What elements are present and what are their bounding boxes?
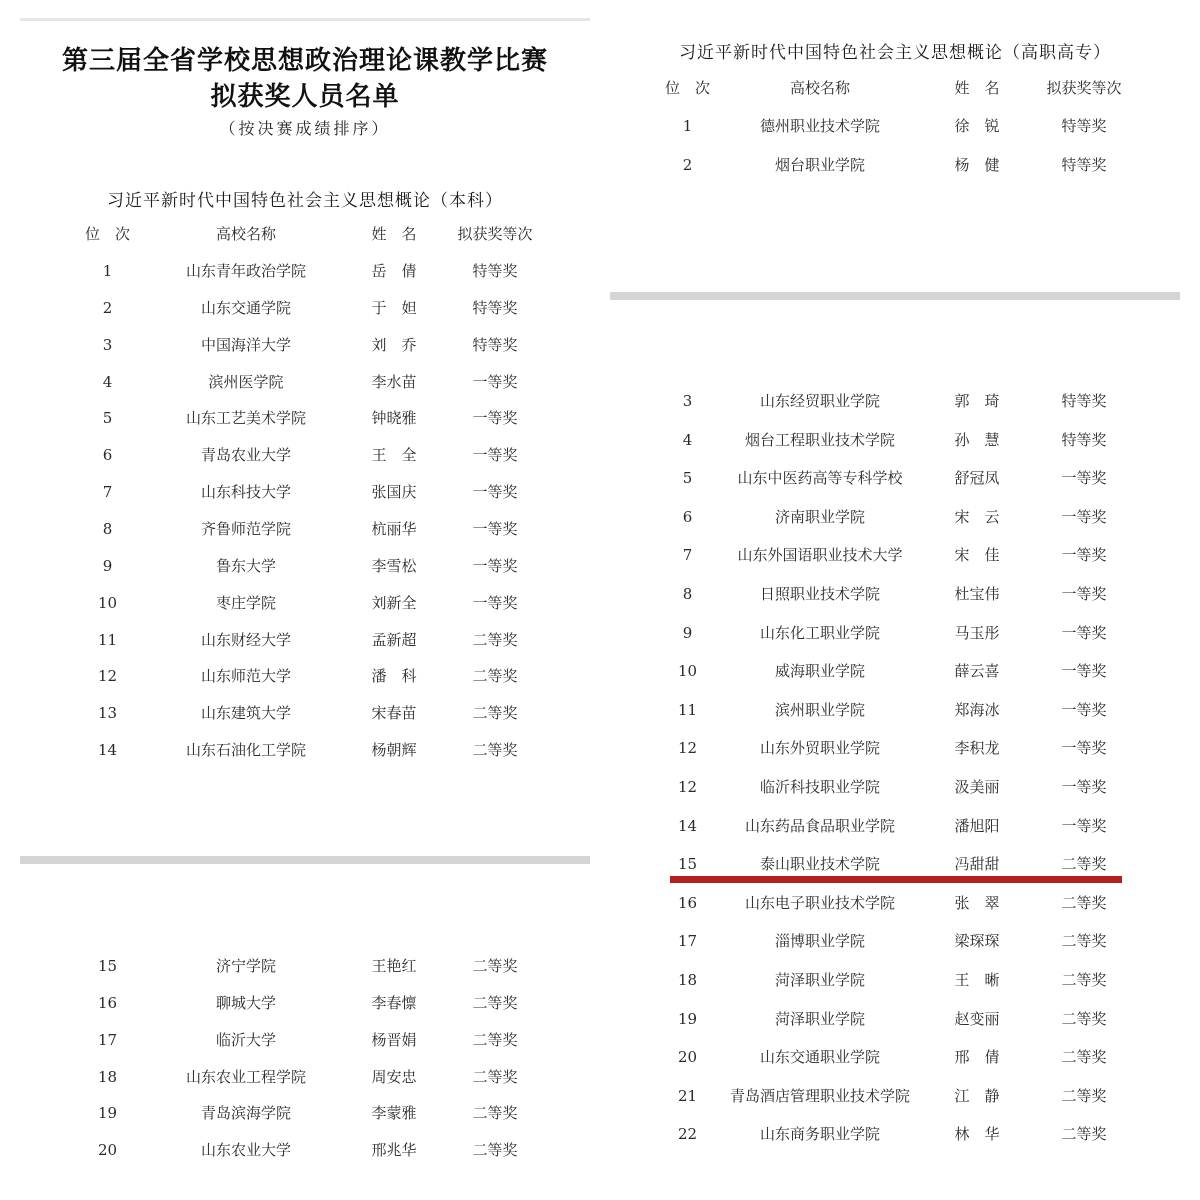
rank-cell: 15 [97,957,118,975]
award-cell: 二等奖 [1061,1009,1107,1028]
award-cell: 特等奖 [1061,392,1107,410]
table-row [610,968,1180,992]
name-cell: 薛云喜 [954,662,1000,681]
rank-cell: 16 [677,893,698,912]
table-row [20,1138,590,1162]
table-row [20,991,590,1015]
table-row [20,1101,590,1125]
award-cell: 一等奖 [472,519,518,538]
table-row [20,701,590,725]
award-cell: 一等奖 [1061,469,1107,488]
school-cell: 青岛滨海学院 [200,1104,291,1123]
award-cell: 特等奖 [1061,430,1107,449]
award-cell: 一等奖 [472,372,518,391]
name-cell: 刘 乔 [371,335,417,354]
table-row [610,582,1180,606]
name-cell: 赵变丽 [954,1009,1000,1028]
rank-cell: 12 [677,778,698,796]
award-cell: 二等奖 [1061,1125,1107,1144]
table-row [20,296,590,320]
school-cell: 山东财经大学 [200,630,291,649]
award-cell: 二等奖 [472,1104,518,1123]
school-cell: 山东电子职业技术学院 [744,893,895,912]
table-row [20,443,590,467]
award-cell: 二等奖 [472,741,518,760]
name-cell: 邢兆华 [371,1141,417,1160]
award-cell: 二等奖 [472,667,518,686]
name-cell: 林 华 [954,1125,1000,1144]
table-row [20,628,590,652]
school-cell: 泰山职业技术学院 [759,855,880,874]
name-cell: 张国庆 [371,483,417,502]
award-cell: 二等奖 [472,630,518,649]
award-cell: 一等奖 [1061,662,1107,681]
award-cell: 一等奖 [1061,507,1107,526]
name-cell: 王 全 [371,446,417,465]
table-row [20,406,590,430]
rank-cell: 22 [677,1125,698,1144]
name-cell: 徐 锐 [954,117,1000,135]
school-cell: 聊城大学 [215,993,276,1012]
main-title-line2: 拟获奖人员名单 [210,82,400,112]
rank-cell: 4 [682,430,693,449]
award-cell: 一等奖 [472,556,518,575]
name-cell: 孙 慧 [954,430,1000,449]
award-cell: 二等奖 [472,993,518,1012]
vocational-section-title: 习近平新时代中国特色社会主义思想概论（高职高专） [679,43,1111,63]
award-cell: 一等奖 [1061,816,1107,835]
rank-cell: 16 [97,993,118,1012]
name-cell: 周安忠 [371,1067,417,1086]
table-row [20,370,590,394]
table-row [20,1065,590,1089]
rank-cell: 11 [677,700,698,719]
school-cell: 青岛农业大学 [200,446,291,465]
table-row [610,1084,1180,1108]
rank-cell: 18 [97,1067,118,1086]
rank-cell: 8 [102,519,113,538]
name-cell: 郑海冰 [954,700,1000,719]
school-cell: 山东师范大学 [200,667,291,686]
name-cell: 岳 倩 [371,262,417,280]
award-cell: 二等奖 [472,957,518,975]
rank-cell: 5 [682,469,693,488]
award-cell: 二等奖 [1061,893,1107,912]
school-cell: 青岛酒店管理职业技术学院 [730,1086,911,1105]
header-award: 拟获奖等次 [1046,79,1122,97]
name-cell: 舒冠凤 [954,469,1000,488]
award-cell: 二等奖 [1061,971,1107,989]
name-cell: 钟晓雅 [371,409,417,428]
rank-cell: 19 [677,1009,698,1028]
school-cell: 山东农业工程学院 [185,1067,306,1086]
award-cell: 一等奖 [1061,739,1107,758]
school-cell: 烟台职业学院 [774,156,865,174]
table-row [610,852,1180,876]
rank-cell: 20 [97,1141,118,1160]
rank-cell: 20 [677,1048,698,1067]
school-cell: 济宁学院 [215,957,276,975]
school-cell: 临沂大学 [215,1030,276,1049]
table-row [610,389,1180,413]
award-cell: 二等奖 [1061,1086,1107,1105]
undergrad-table-header [20,222,590,246]
rank-cell: 1 [682,117,693,135]
name-cell: 宋春苗 [371,704,417,723]
table-row [610,505,1180,529]
rank-cell: 10 [677,662,698,681]
rank-cell: 15 [677,855,698,874]
rank-cell: 7 [102,483,113,502]
name-cell: 孟新超 [371,630,417,649]
table-row [610,621,1180,645]
table-row [610,1007,1180,1031]
name-cell: 李春懔 [371,993,417,1012]
award-cell: 二等奖 [1061,1048,1107,1067]
award-cell: 特等奖 [1061,117,1107,135]
school-cell: 中国海洋大学 [200,335,291,354]
school-cell: 德州职业技术学院 [759,117,880,135]
name-cell: 邢 倩 [954,1048,1000,1067]
rank-cell: 12 [677,739,698,758]
school-cell: 山东化工职业学院 [759,623,880,642]
award-cell: 一等奖 [472,446,518,465]
award-cell: 二等奖 [472,1030,518,1049]
table-row [610,114,1180,138]
award-cell: 一等奖 [472,483,518,502]
name-cell: 杨晋娟 [371,1030,417,1049]
award-cell: 二等奖 [1061,932,1107,951]
table-row [610,1122,1180,1146]
rank-cell: 11 [97,630,118,649]
name-cell: 马玉彤 [954,623,1000,642]
rank-cell: 9 [102,556,113,575]
rank-cell: 9 [682,623,693,642]
left-fragment-divider [20,856,590,864]
undergrad-section-title: 习近平新时代中国特色社会主义思想概论（本科） [107,191,503,211]
award-cell: 一等奖 [1061,623,1107,642]
award-cell: 特等奖 [1061,156,1107,174]
award-cell: 一等奖 [1061,546,1107,565]
rank-cell: 10 [97,593,118,612]
name-cell: 杨 健 [954,156,1000,174]
award-cell: 一等奖 [1061,700,1107,719]
school-cell: 山东药品食品职业学院 [744,816,895,835]
table-row [610,466,1180,490]
school-cell: 山东石油化工学院 [185,741,306,760]
school-cell: 淄博职业学院 [774,932,865,951]
school-cell: 菏泽职业学院 [774,971,865,989]
school-cell: 山东交通学院 [200,298,291,317]
school-cell: 临沂科技职业学院 [759,778,880,796]
rank-cell: 17 [97,1030,118,1049]
table-row [20,480,590,504]
school-cell: 枣庄学院 [215,593,276,612]
rank-cell: 7 [682,546,693,565]
school-cell: 鲁东大学 [215,556,276,575]
award-cell: 二等奖 [472,1067,518,1086]
table-row [610,814,1180,838]
name-cell: 潘 科 [371,667,417,686]
rank-cell: 3 [682,392,693,410]
header-school: 高校名称 [789,79,850,97]
rank-cell: 6 [102,446,113,465]
award-cell: 一等奖 [1061,585,1107,603]
table-row [20,738,590,762]
table-row [610,929,1180,953]
school-cell: 滨州医学院 [208,372,284,391]
name-cell: 宋 佳 [954,546,1000,565]
top-left-border [20,18,590,21]
school-cell: 山东商务职业学院 [759,1125,880,1144]
school-cell: 山东建筑大学 [200,704,291,723]
rank-cell: 14 [677,816,698,835]
header-award: 拟获奖等次 [457,225,533,243]
table-row [20,554,590,578]
header-rank: 位 次 [664,79,710,97]
award-cell: 一等奖 [472,593,518,612]
name-cell: 张 翠 [954,893,1000,912]
rank-cell: 3 [102,335,113,354]
rank-cell: 6 [682,507,693,526]
school-cell: 山东经贸职业学院 [759,392,880,410]
award-cell: 二等奖 [472,704,518,723]
name-cell: 郭 琦 [954,392,1000,410]
name-cell: 江 静 [954,1086,1000,1105]
rank-cell: 4 [102,372,113,391]
school-cell: 威海职业学院 [774,662,865,681]
rank-cell: 21 [677,1086,698,1105]
table-row [20,591,590,615]
table-row [610,891,1180,915]
rank-cell: 8 [682,585,693,603]
table-row [610,659,1180,683]
rank-cell: 2 [682,156,693,174]
school-cell: 滨州职业学院 [774,700,865,719]
award-cell: 特等奖 [472,335,518,354]
header-name: 姓 名 [371,225,417,243]
rank-cell: 14 [97,741,118,760]
name-cell: 潘旭阳 [954,816,1000,835]
rank-cell: 18 [677,971,698,989]
school-cell: 山东工艺美术学院 [185,409,306,428]
school-cell: 济南职业学院 [774,507,865,526]
name-cell: 李蒙雅 [371,1104,417,1123]
table-row [20,664,590,688]
header-school: 高校名称 [215,225,276,243]
name-cell: 李雪松 [371,556,417,575]
award-cell: 二等奖 [472,1141,518,1160]
main-title-line1: 第三届全省学校思想政治理论课教学比赛 [61,46,548,76]
name-cell: 李积龙 [954,739,1000,758]
order-note: （按决赛成绩排序） [219,119,391,138]
rank-cell: 5 [102,409,113,428]
school-cell: 山东科技大学 [200,483,291,502]
table-row [20,517,590,541]
name-cell: 冯甜甜 [954,855,1000,874]
name-cell: 杜宝伟 [954,585,1000,603]
award-cell: 二等奖 [1061,855,1107,874]
school-cell: 山东农业大学 [200,1141,291,1160]
rank-cell: 2 [102,298,113,317]
name-cell: 于 妲 [371,298,417,317]
table-row [20,954,590,978]
school-cell: 山东交通职业学院 [759,1048,880,1067]
table-row [610,736,1180,760]
school-cell: 日照职业技术学院 [759,585,880,603]
table-row [610,543,1180,567]
school-cell: 烟台工程职业技术学院 [744,430,895,449]
table-row [610,1045,1180,1069]
school-cell: 山东中医药高等专科学校 [737,469,903,488]
school-cell: 菏泽职业学院 [774,1009,865,1028]
header-rank: 位 次 [84,225,130,243]
header-name: 姓 名 [954,79,1000,97]
name-cell: 刘新全 [371,593,417,612]
name-cell: 王艳红 [371,957,417,975]
vocational-table-header [610,76,1180,100]
name-cell: 王 晰 [954,971,1000,989]
award-cell: 特等奖 [472,298,518,317]
school-cell: 山东外国语职业技术大学 [737,546,903,565]
table-row [610,153,1180,177]
table-row [610,698,1180,722]
table-row [610,428,1180,452]
table-row [610,775,1180,799]
name-cell: 杭丽华 [371,519,417,538]
school-cell: 山东青年政治学院 [185,262,306,280]
name-cell: 杨朝辉 [371,741,417,760]
rank-cell: 1 [102,262,113,280]
award-cell: 一等奖 [1061,778,1107,796]
table-row [20,259,590,283]
name-cell: 梁琛琛 [954,932,1000,951]
name-cell: 宋 云 [954,507,1000,526]
school-cell: 齐鲁师范学院 [200,519,291,538]
right-fragment-divider [610,292,1180,300]
rank-cell: 13 [97,704,118,723]
name-cell: 李水苗 [371,372,417,391]
name-cell: 汲美丽 [954,778,1000,796]
school-cell: 山东外贸职业学院 [759,739,880,758]
award-cell: 一等奖 [472,409,518,428]
rank-cell: 19 [97,1104,118,1123]
rank-cell: 12 [97,667,118,686]
award-cell: 特等奖 [472,262,518,280]
red-underline-marker [670,876,1122,883]
table-row [20,1028,590,1052]
table-row [20,333,590,357]
rank-cell: 17 [677,932,698,951]
